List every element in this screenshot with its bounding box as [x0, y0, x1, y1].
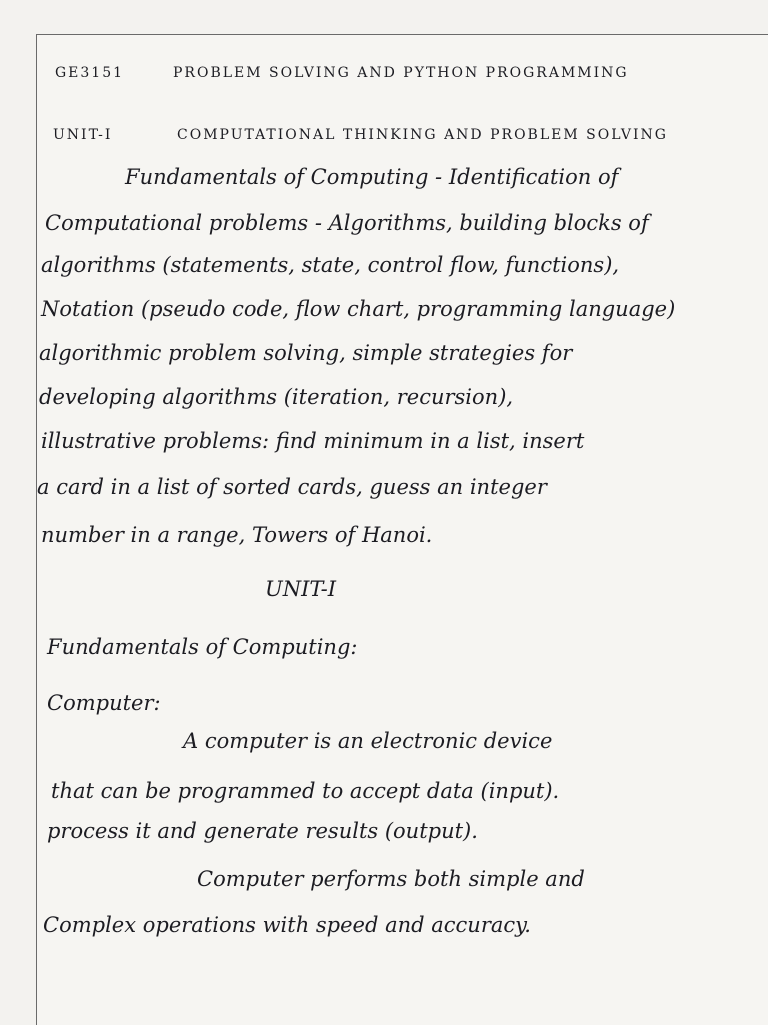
course-title: PROBLEM SOLVING AND PYTHON PROGRAMMING — [173, 65, 629, 81]
syllabus-line: illustrative problems: find minimum in a list, insert — [41, 429, 585, 453]
section-heading: Fundamentals of Computing: — [47, 635, 358, 659]
body-line: A computer is an electronic device — [183, 729, 553, 753]
subheading: Computer: — [47, 691, 161, 715]
syllabus-line: a card in a list of sorted cards, guess an integer — [37, 475, 547, 499]
unit-title: COMPUTATIONAL THINKING AND PROBLEM SOLVING — [177, 127, 668, 143]
syllabus-line: Fundamentals of Computing - Identification of — [125, 165, 619, 189]
body-line: that can be programmed to accept data (input). — [51, 779, 560, 803]
unit-label: UNIT-I — [53, 127, 113, 143]
body-line: Complex operations with speed and accuracy. — [43, 913, 531, 937]
notebook-page — [36, 34, 768, 1025]
course-code: GE3151 — [55, 65, 125, 81]
body-line: Computer performs both simple and — [197, 867, 585, 891]
unit-heading: UNIT-I — [265, 577, 337, 601]
syllabus-line: developing algorithms (iteration, recursion), — [39, 385, 514, 409]
syllabus-line: Notation (pseudo code, flow chart, programming language) — [41, 297, 676, 321]
syllabus-line: number in a range, Towers of Hanoi. — [41, 523, 433, 547]
syllabus-line: algorithms (statements, state, control flow, functions), — [41, 253, 620, 277]
body-line: process it and generate results (output). — [47, 819, 478, 843]
syllabus-line: Computational problems - Algorithms, building blocks of — [45, 211, 649, 235]
syllabus-line: algorithmic problem solving, simple strategies for — [39, 341, 573, 365]
